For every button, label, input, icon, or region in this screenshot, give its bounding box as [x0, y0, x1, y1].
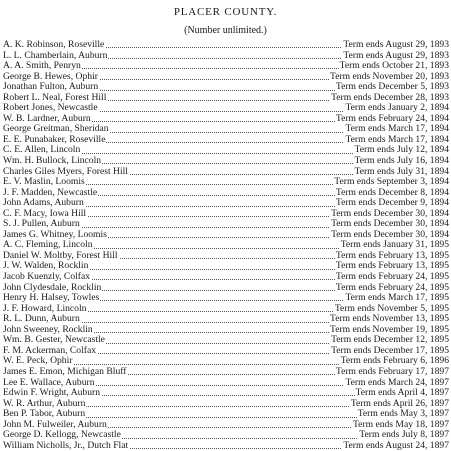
entry-name: C. E. Allen, Lincoln	[3, 145, 81, 156]
entry-name: Charles Giles Myers, Forest Hill	[3, 166, 128, 177]
list-item	[3, 61, 449, 72]
entry-name: E. E. Punabaker, Roseville	[3, 134, 106, 145]
list-item	[3, 346, 449, 357]
entry-name: Jonathan Fulton, Auburn	[3, 82, 99, 93]
entry-name: Daniel W. Moltby, Forest Hill	[3, 250, 118, 261]
entry-name: Edwin F. Wright, Auburn	[3, 388, 101, 399]
entry-name: George D. Kellogg, Newcastle	[3, 430, 121, 441]
entry-name: John Adams, Auburn	[3, 198, 84, 209]
page-subtitle: (Number unlimited.)	[184, 25, 267, 36]
list-item	[3, 209, 449, 220]
entry-term: Term ends March 17, 1895	[345, 293, 449, 304]
entry-name: J. W. Walden, Rocklin	[3, 261, 89, 272]
entry-name: R. L. Dunn, Auburn	[3, 314, 80, 325]
entry-term: Term ends February 24, 1895	[335, 272, 449, 283]
entry-term: Term ends May 18, 1897	[352, 419, 449, 430]
entry-term: Term ends January 31, 1895	[340, 240, 449, 251]
list-item	[3, 72, 449, 83]
entry-name: William Nicholls, Jr., Dutch Flat	[3, 440, 129, 451]
entry-name: George B. Hewes, Ophir	[3, 71, 98, 82]
list-item	[3, 441, 449, 451]
entry-name: Lee E. Wallace, Auburn	[3, 377, 95, 388]
list-item	[3, 335, 449, 346]
list-item	[3, 430, 449, 441]
list-item	[3, 261, 449, 272]
list-item	[3, 388, 449, 399]
entry-name: F. M. Ackerman, Colfax	[3, 345, 97, 356]
list-item	[3, 124, 449, 135]
entry-name: L. L. Chamberlain, Auburn	[3, 50, 108, 61]
entry-name: A. K. Robinson, Roseville	[3, 40, 105, 50]
list-item	[3, 251, 449, 262]
entry-name: W. R. Arthur, Auburn	[3, 398, 86, 409]
entry-term: Term ends February 24, 1894	[335, 113, 449, 124]
list-item	[3, 145, 449, 156]
entry-term: Term ends July 8, 1897	[359, 430, 449, 441]
entry-name: George Greitman, Sheridan	[3, 124, 109, 135]
entry-name: James E. Emon, Michigan Bluff	[3, 366, 127, 377]
list-item	[3, 272, 449, 283]
list-item	[3, 293, 449, 304]
entry-term: Term ends December 9, 1894	[335, 198, 449, 209]
entry-term: Term ends January 2, 1894	[345, 103, 449, 114]
list-item	[3, 314, 449, 325]
list-item	[3, 283, 449, 294]
list-item	[3, 356, 449, 367]
entry-term: Term ends July 12, 1894	[354, 145, 449, 156]
entry-name: Ben P. Tabor, Auburn	[3, 409, 86, 420]
list-item	[3, 177, 449, 188]
entry-term: Term ends August 29, 1893	[343, 40, 449, 50]
entry-name: John Sweeney, Rocklin	[3, 324, 93, 335]
entry-name: Henry H. Halsey, Towles	[3, 293, 100, 304]
list-item	[3, 188, 449, 199]
entry-term: Term ends December 8, 1894	[335, 187, 449, 198]
entry-term: Term ends December 17, 1895	[331, 345, 449, 356]
entry-term: Term ends February 13, 1895	[335, 250, 449, 261]
entry-term: Term ends February 24, 1895	[335, 282, 449, 293]
entry-name: Robert L. Neal, Forest Hill	[3, 92, 107, 103]
list-item	[3, 378, 449, 389]
list-item	[3, 230, 449, 241]
entry-term: Term ends February 17, 1897	[335, 366, 449, 377]
list-item	[3, 219, 449, 230]
entry-term: Term ends March 17, 1894	[345, 124, 449, 135]
entry-term: Term ends December 30, 1894	[331, 219, 449, 230]
list-item	[3, 198, 449, 209]
list-item	[3, 367, 449, 378]
list-item	[3, 135, 449, 146]
list-item	[3, 156, 449, 167]
entry-term: Term ends November 5, 1895	[334, 303, 449, 314]
list-item	[3, 114, 449, 125]
entry-name: C. F. Macy, Iowa Hill	[3, 208, 87, 219]
entry-term: Term ends March 24, 1897	[345, 377, 449, 388]
entry-term: Term ends April 4, 1897	[355, 388, 449, 399]
entry-term: Term ends July 31, 1894	[354, 166, 449, 177]
entry-term: Term ends March 17, 1894	[345, 134, 449, 145]
entry-term: Term ends September 3, 1894	[334, 177, 449, 188]
entry-term: Term ends February 13, 1895	[335, 261, 449, 272]
entry-name: Robert Jones, Newcastle	[3, 103, 98, 114]
entry-name: S. J. Pullen, Auburn	[3, 219, 80, 230]
entry-term: Term ends August 24, 1897	[343, 440, 449, 451]
entry-term: Term ends August 29, 1893	[343, 50, 449, 61]
entry-term: Term ends July 16, 1894	[354, 156, 449, 167]
list-item	[3, 167, 449, 178]
list-item	[3, 240, 449, 251]
page-title: PLACER COUNTY.	[173, 6, 278, 18]
entry-term: Term ends November 19, 1895	[330, 324, 449, 335]
entry-term: Term ends May 3, 1897	[357, 409, 449, 420]
list-item	[3, 409, 449, 420]
list-item	[3, 103, 449, 114]
entry-term: Term ends December 30, 1894	[331, 229, 449, 240]
list-item	[3, 399, 449, 410]
entry-term: Term ends December 12, 1895	[331, 335, 449, 346]
entry-name: A. C. Fleming, Lincoln	[3, 240, 93, 251]
entry-name: Wm. H. Bullock, Lincoln	[3, 156, 102, 167]
entry-name: E. V. Maslin, Loomis	[3, 177, 85, 188]
entry-name: Jacob Kuenzly, Colfax	[3, 272, 91, 283]
entry-term: Term ends November 13, 1895	[330, 314, 449, 325]
list-item	[3, 420, 449, 431]
entry-name: W. B. Lardner, Auburn	[3, 113, 91, 124]
entry-term: Term ends April 26, 1897	[350, 398, 449, 409]
entry-name: John Clydesdale, Rocklin	[3, 282, 102, 293]
list-item	[3, 304, 449, 315]
entry-name: James G. Whitney, Loomis	[3, 229, 107, 240]
entry-term: Term ends December 5, 1893	[335, 82, 449, 93]
list-item	[3, 40, 449, 51]
entry-name: A. A. Smith, Penryn	[3, 61, 81, 72]
entry-name: J. F. Howard, Lincoln	[3, 303, 87, 314]
entry-term: Term ends February 6, 1896	[340, 356, 449, 367]
list-item	[3, 325, 449, 336]
list-item	[3, 82, 449, 93]
entry-name: John M. Fulweiler, Auburn	[3, 419, 107, 430]
list-item	[3, 51, 449, 62]
entry-term: Term ends October 21, 1893	[339, 61, 449, 72]
entry-name: Wm. B. Gester, Newcastle	[3, 335, 105, 346]
entry-term: Term ends December 30, 1894	[331, 208, 449, 219]
entry-name: W. E. Peck, Ophir	[3, 356, 73, 367]
entry-term: Term ends December 28, 1893	[331, 92, 449, 103]
notary-list	[3, 40, 449, 451]
entry-name: J. F. Madden, Newcastle	[3, 187, 98, 198]
list-item	[3, 93, 449, 104]
entry-term: Term ends November 20, 1893	[330, 71, 449, 82]
